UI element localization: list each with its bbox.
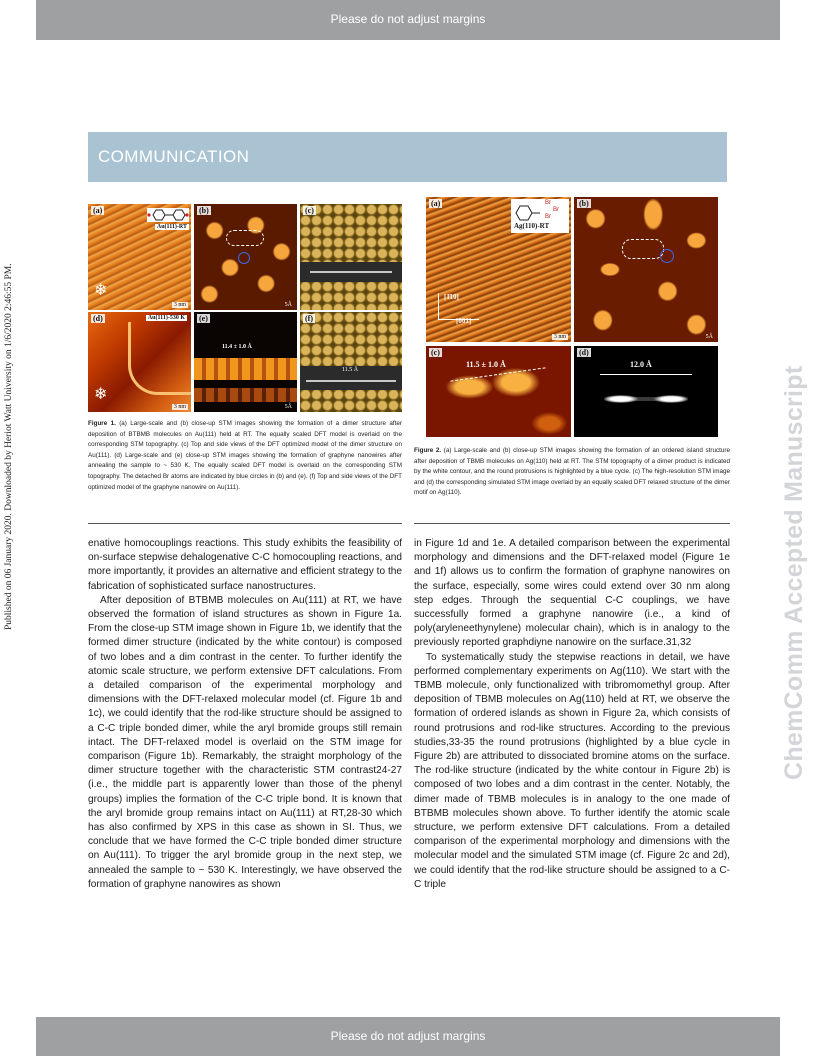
bromine-label-2: Br (553, 207, 559, 213)
figure1-label-d: (d) (93, 314, 103, 323)
margin-notice-bottom: Please do not adjust margins (36, 1017, 780, 1056)
molecule-btbmb-icon (147, 208, 189, 222)
figure1-panel-a (88, 204, 191, 310)
side-note-text: Published on 06 January 2020. Downloaded by Heriot Watt University on 1/6/2020 2:46:55 PM. (4, 263, 14, 630)
figure2-caption (414, 446, 730, 499)
figure1-label-c: (c) (305, 206, 314, 215)
accepted-manuscript-watermark (780, 365, 810, 781)
figure2-panel-b (574, 197, 718, 342)
figure2-measure-c: 11.5 ± 1.0 Å (466, 360, 506, 369)
nanowire-stripe (194, 388, 297, 402)
figure1-caption-text: (a) Large-scale and (b) close-up STM images showing the formation of a dimer structure after deposition of BTBMB molecules on Au(111) held at RT. The equally scaled DFT model is overlaid on the corresponding STM topography. (c) Top and side views of the DFT optimized model of the dimer structure on Au(111). (d) Large-scale and (e) close-up STM images showing the formation of graphyne nanowires after annealing the sample to ~ 530 K. The equally scaled DFT model is overlaid on the corresponding STM topography. The detached Br atoms are indicated by blue circles in (b) and (e). (f) Top and side views of the DFT optimized model of the graphyne nanowire on Au(111). (88, 420, 402, 491)
figure1-label-e: (e) (199, 314, 208, 323)
direction-arrows (438, 293, 479, 320)
right-column (414, 537, 730, 892)
figure1-panel-b (194, 204, 297, 310)
figure2-scalebar-a: 3 nm (553, 334, 566, 340)
figure2-panel-d (574, 346, 718, 437)
br-atom-circle (238, 252, 250, 264)
figure2-tag-a: Ag(110)-RT (514, 222, 550, 230)
figure1-label-f: (f) (305, 314, 313, 323)
measure-line (450, 367, 545, 382)
figure1-scalebar-e: 5Å (284, 404, 292, 410)
figure2-label-d: (d) (579, 348, 589, 357)
figure1-tag-a: Au(111)-RT (156, 224, 187, 230)
figure1-measure-e: 11.4 ± 1.0 Å (222, 344, 252, 350)
bromine-label-1: Br (545, 200, 551, 206)
nanowire-stripe (194, 358, 297, 380)
molecule-tbmb-icon (513, 203, 543, 223)
left-column (88, 537, 402, 892)
bromine-label-3: Br (545, 214, 551, 220)
figure1-caption-label: Figure 1. (88, 420, 116, 427)
figure2-measure-d: 12.0 Å (630, 360, 652, 369)
margin-notice-top: Please do not adjust margins (36, 0, 780, 40)
dimer-contour (622, 239, 664, 259)
figure2-label-c: (c) (431, 348, 440, 357)
figure1-tag-d: Au(111)-530 K (147, 315, 185, 321)
br-atom-circle (660, 249, 674, 263)
figure2-label-b: (b) (579, 199, 589, 208)
left-paragraph-1: enative homocouplings reactions. This study exhibits the feasibility of on-surface stepwise dehalogenative C-C homocoupling reactions, and more importantly, it provides an alternative and efficient strategy to the fabrication of sophisticated surface nanostructures. (88, 538, 402, 592)
direction-110: [1̄10] (444, 293, 459, 301)
left-paragraph-2: After deposition of BTBMB molecules on Au(111) at RT, we have observed the formation of island structures as shown in Figure 1a. From the close-up STM image shown in Figure 1b, we identify that the formed dimer structure (indicated by the white contour) is composed of two lobes and a dim contrast in the center. To further identify the atomic scale structure, we perform extensive DFT calculations. From a detailed comparison of the experimental morphology and dimensions with the DFT-relaxed molecular model (cf. Figure 1b and 1c), we could identify that the rod-like structure should be assigned to a C-C triple bonded dimer, while the aryl bromide groups still remain intact. The DFT-relaxed model is overlaid on the STM image for comparison (Figure 1b). Remarkably, the straight morphology of the dimer structure together with the characteristic STM contrast24-27 (i.e., the middle part is apparently lower than those of the phenyl groups) implies the formation of the C-C triple bond. It is known that the aryl bromide group remains intact on Au(111) at RT,28-30 which has also confirmed by XPS in this case as shown in SI. Thus, we conclude that we have formed the C-C triple bonded dimer structure on Au(111). To trigger the aryl bromide group in the next step, we annealed the sample to ~ 530 K. Interestingly, we have observed the formation of graphyne nanowires as shown (88, 594, 402, 890)
figure1-label-b: (b) (199, 206, 209, 215)
figure1-label-a: (a) (93, 206, 103, 215)
section-header-title: COMMUNICATION (98, 147, 250, 166)
figure2-label-a: (a) (431, 199, 441, 208)
dft-model-side-view (300, 262, 402, 282)
figure2-caption-text: (a) Large-scale and (b) close-up STM images showing the formation of an ordered island structure after deposition of TBMB molecules on Ag(110) held at RT. The STM topography of a dimer product is indicated by the white contour, and the round protrusions is highlighted by a blue cycle. (c) The high-resolution STM image and (d) the corresponding simulated STM image overlaid by an equally scaled DFT relaxed structure of the dimer motif on Ag(110). (414, 447, 730, 497)
figure1-panel-c (300, 204, 402, 310)
figure1-caption (88, 419, 402, 493)
measure-line (600, 374, 692, 375)
simulated-dimer (604, 384, 688, 414)
figure1-scalebar-b: 5Å (284, 302, 292, 308)
direction-001: [001] (456, 317, 472, 325)
figure2-panel-a (426, 197, 571, 342)
figure2-scalebar-b: 5Å (705, 334, 713, 340)
dimer-contour (226, 230, 264, 246)
figure1-panel-d (88, 312, 191, 412)
figure-2 (426, 197, 718, 437)
figure2-caption-label: Figure 2. (414, 447, 442, 454)
watermark-text: ChemComm Accepted Manuscript (780, 365, 808, 780)
figure2-panel-c (426, 346, 571, 437)
figure1-scalebar-a: 3 nm (173, 302, 186, 308)
molecule-tbmb-box (511, 199, 569, 233)
snowflake-icon: ❄ (94, 386, 108, 403)
figure1-measure-f: 11.5 Å (342, 367, 359, 373)
figure1-panel-f (300, 312, 402, 412)
step-edge-wire (128, 322, 191, 395)
right-paragraph-2: To systematically study the stepwise reactions in detail, we have performed complementary experiments on Ag(110). We start with the TBMB molecule, only functionalized with tribromomethyl group. After deposition of TBMB molecules on Ag(110) held at RT, we observe the formation of ordered islands as shown in Figure 2a, which consists of round protrusions and rod-like structures. According to the previous studies,33-35 the round protrusions (highlighted by a blue cycle in Figure 2b) are attributed to dissociated bromine atoms on the surface. The rod-like structure (indicated by the white contour in Figure 2b) is composed of two lobes and a dim contrast in the center. Notably, the dimer made of TBMB molecules is in analogy to the one made of BTBMB molecules shown above. To further identify the atomic scale structure, we perform extensive DFT calculations. From a detailed comparison of the experimental morphology and dimensions with the molecular model and the simulated STM image (cf. Figure 2c and 2d), we could identify that the rod-like structure should be assigned to a C-C triple (414, 651, 730, 890)
section-header-bar (88, 132, 727, 182)
figure-1 (88, 204, 402, 412)
publication-side-note (4, 263, 16, 631)
figure1-scalebar-d: 3 nm (173, 404, 186, 410)
figure1-panel-e (194, 312, 297, 412)
figure1-rule (88, 523, 402, 524)
figure2-rule (414, 523, 730, 524)
dft-model-side-view (300, 366, 402, 390)
snowflake-icon: ❄ (94, 282, 108, 299)
right-paragraph-1: in Figure 1d and 1e. A detailed comparison between the experimental morphology and dimensions and the DFT-relaxed model (Figure 1e and 1f) allows us to confirm the formation of graphyne nanowires on the surface, especially, some wires could extend over 30 nm along step edges. Through the sequential C-C couplings, we have successfully formed a graphyne nanowire (i.e., a kind of poly(aryleneethynylene) molecular chain), which is in analogy to the previously reported graphdiyne nanowire on the surface.31,32 (414, 538, 730, 649)
